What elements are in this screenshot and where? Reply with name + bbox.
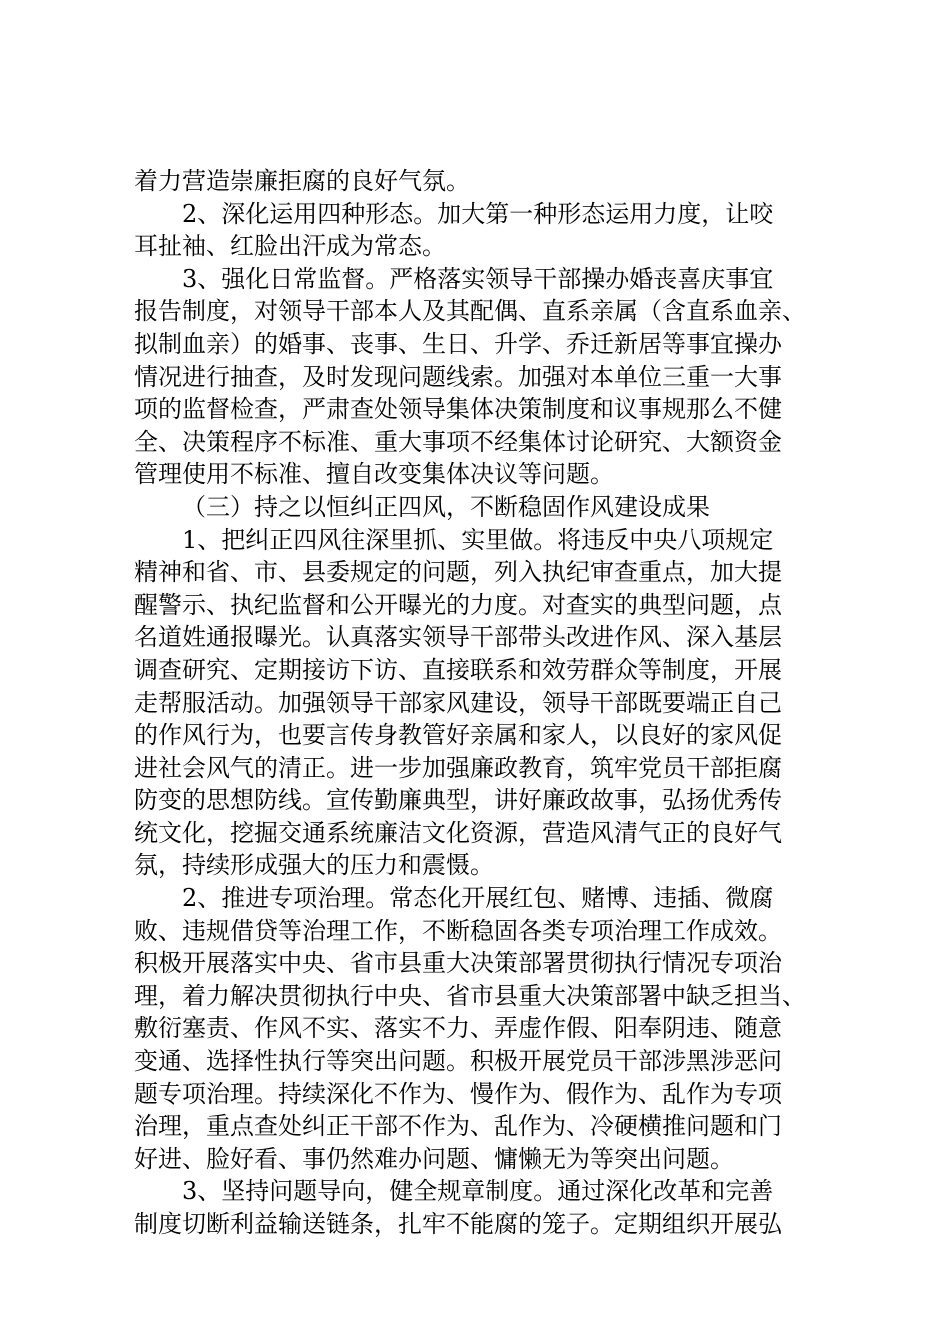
document-body <box>134 165 834 1241</box>
text-line: 败、违规借贷等治理工作，不断稳固各类专项治理工作成效。 <box>134 916 782 945</box>
text-line: 的作风行为，也要言传身教管好亲属和家人，以良好的家风促 <box>134 721 782 750</box>
text-line: 2、推进专项治理。常态化开展红包、赌博、违插、微腐 <box>182 884 774 913</box>
text-line: 好进、脸好看、事仍然难办问题、慵懒无为等突出问题。 <box>134 1144 734 1173</box>
text-line: 题专项治理。持续深化不作为、慢作为、假作为、乱作为专项 <box>134 1079 782 1108</box>
text-line: 敷衍塞责、作风不实、落实不力、弄虚作假、阳奉阴违、随意 <box>134 1014 782 1043</box>
text-line: 1、把纠正四风往深里抓、实里做。将违反中央八项规定 <box>182 525 774 554</box>
text-line: 情况进行抽查，及时发现问题线索。加强对本单位三重一大事 <box>134 362 782 391</box>
text-line: 拟制血亲）的婚事、丧事、生日、升学、乔迁新居等事宜操办 <box>134 329 782 358</box>
text-line: 醒警示、执纪监督和公开曝光的力度。对查实的典型问题，点 <box>134 590 782 619</box>
text-line: 制度切断利益输送链条，扎牢不能腐的笼子。定期组织开展弘 <box>134 1210 782 1238</box>
text-line: 名道姓通报曝光。认真落实领导干部带头改进作风、深入基层 <box>134 623 782 652</box>
text-line: 3、强化日常监督。严格落实领导干部操办婚丧喜庆事宜 <box>182 264 774 293</box>
text-line: 精神和省、市、县委规定的问题，列入执纪审查重点，加大提 <box>134 558 782 587</box>
text-line: 全、决策程序不标准、重大事项不经集体讨论研究、大额资金 <box>134 427 782 456</box>
text-line: 2、深化运用四种形态。加大第一种形态运用力度，让咬 <box>182 199 774 228</box>
text-line: 耳扯袖、红脸出汗成为常态。 <box>134 232 446 261</box>
text-line: 氛，持续形成强大的压力和震慑。 <box>134 851 494 880</box>
text-line: 报告制度，对领导干部本人及其配偶、直系亲属（含直系血亲、 <box>134 297 806 326</box>
text-line: 进社会风气的清正。进一步加强廉政教育，筑牢党员干部拒腐 <box>134 753 782 782</box>
text-line: 变通、选择性执行等突出问题。积极开展党员干部涉黑涉恶问 <box>134 1047 782 1076</box>
text-line: 管理使用不标准、擅自改变集体决议等问题。 <box>134 460 614 489</box>
text-line: 积极开展落实中央、省市县重大决策部署贯彻执行情况专项治 <box>134 949 782 978</box>
text-line: 着力营造崇廉拒腐的良好气氛。 <box>134 167 470 195</box>
text-line: 防变的思想防线。宣传勤廉典型，讲好廉政故事，弘扬优秀传 <box>134 786 782 815</box>
text-line: 统文化，挖掘交通系统廉洁文化资源，营造风清气正的良好气 <box>134 818 782 847</box>
text-line: 走帮服活动。加强领导干部家风建设，领导干部既要端正自己 <box>134 688 782 717</box>
text-line: 理，着力解决贯彻执行中央、省市县重大决策部署中缺乏担当、 <box>134 981 806 1010</box>
text-line: 调查研究、定期接访下访、直接联系和效劳群众等制度，开展 <box>134 655 782 684</box>
text-line: 项的监督检查，严肃查处领导集体决策制度和议事规那么不健 <box>134 395 782 424</box>
section-heading: （三）持之以恒纠正四风，不断稳固作风建设成果 <box>182 492 710 521</box>
text-line: 3、坚持问题导向，健全规章制度。通过深化改革和完善 <box>182 1177 774 1206</box>
text-line: 治理，重点查处纠正干部不作为、乱作为、冷硬横推问题和门 <box>134 1112 782 1141</box>
